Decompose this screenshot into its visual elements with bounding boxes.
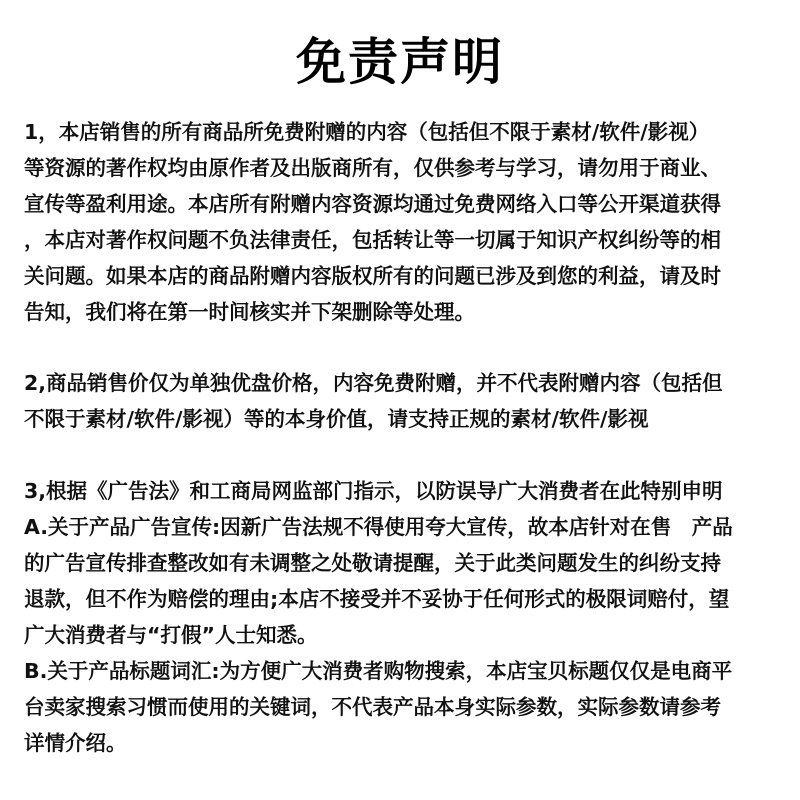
section3-line: 台卖家搜索习惯而使用的关键词，不代表产品本身实际参数，实际参数请参考 <box>24 695 721 719</box>
section1-line: 1，本店销售的所有商品所免费附赠的内容（包括但不限于素材/软件/影视） <box>24 120 710 144</box>
section3-line: B.关于产品标题词汇:为方便广大消费者购物搜索，本店宝贝标题仅仅是电商平 <box>24 659 733 683</box>
section1-line: 宣传等盈利用途。本店所有附赠内容资源均通过免费网络入口等公开渠道获得 <box>24 192 721 216</box>
section3-line: 退款，但不作为赔偿的理由;本店不接受并不妥协于任何形式的极限词赔付，望 <box>24 587 730 611</box>
section2-line: 不限于素材/软件/影视）等的本身价值，请支持正规的素材/软件/影视 <box>24 407 649 431</box>
section3-line: 3,根据《广告法》和工商局网监部门指示，以防误导广大消费者在此特别申明 <box>24 479 723 503</box>
section1-line: 关问题。如果本店的商品附赠内容版权所有的问题已涉及到您的利益，请及时 <box>24 264 721 288</box>
section3-line: 详情介绍。 <box>24 731 127 755</box>
section3-line: A.关于产品广告宣传:因新广告法规不得使用夸大宣传，故本店针对在售 产品 <box>24 515 733 539</box>
section2-line: 2,商品销售价仅为单独优盘价格，内容免费附赠，并不代表附赠内容（包括但 <box>24 371 723 395</box>
section1-line: 告知，我们将在第一时间核实并下架删除等处理。 <box>24 300 475 324</box>
section1-line: 等资源的著作权均由原作者及出版商所有，仅供参考与学习，请勿用于商业、 <box>24 156 721 180</box>
section3-line: 广大消费者与“打假”人士知悉。 <box>24 623 318 647</box>
section1-line: ，本店对著作权问题不负法律责任，包括转让等一切属于知识产权纠纷等的相 <box>24 228 721 252</box>
section3-line: 的广告宣传排查整改如有未调整之处敬请提醒，关于此类问题发生的纠纷支持 <box>24 551 721 575</box>
page-title: 免责声明 <box>296 33 504 91</box>
